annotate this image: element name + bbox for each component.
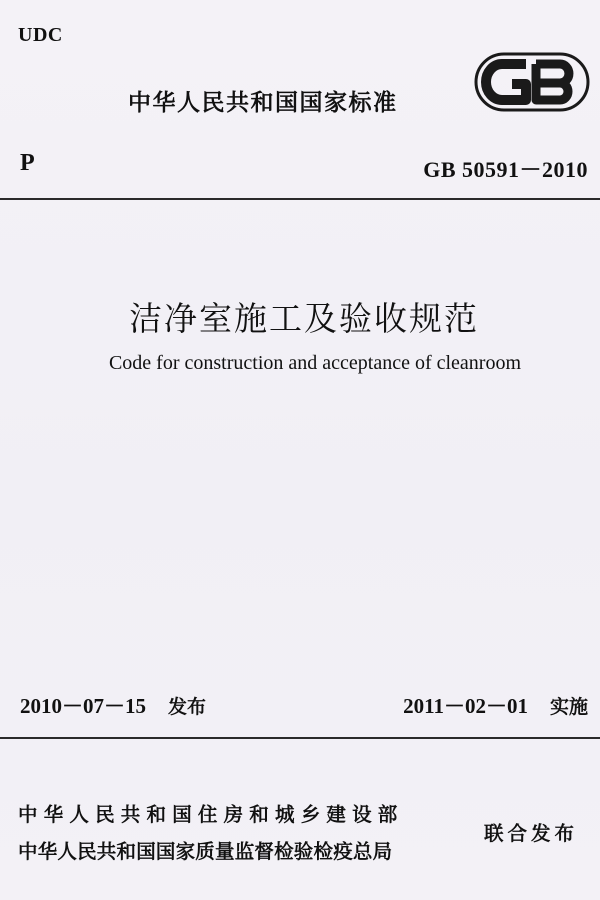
- standard-number: GB 50591－2010: [423, 157, 588, 182]
- top-divider: [0, 198, 600, 200]
- issue-date: 2010－07－15: [20, 694, 146, 718]
- classification-code: P: [20, 150, 35, 176]
- implementation-date: 2011－02－01: [403, 694, 528, 718]
- gb-logo-icon: [474, 50, 590, 114]
- issue-label: 发布: [168, 696, 207, 718]
- implementation-label: 实施: [549, 696, 588, 718]
- title-english: Code for construction and acceptance of cleanroom: [108, 352, 522, 374]
- implementation-date-line: [403, 690, 588, 720]
- title-chinese: 洁净室施工及验收规范: [129, 299, 479, 338]
- issuing-ministry-2: 中华人民共和国国家质量监督检验检疫总局: [18, 840, 393, 863]
- issuing-ministry-1: 中华人民共和国住房和城乡建设部: [18, 803, 404, 826]
- bottom-divider: [0, 737, 600, 739]
- issue-date-line: [20, 690, 206, 720]
- udc-label: UDC: [18, 24, 63, 46]
- joint-issue-label: 联合发布: [484, 822, 579, 845]
- national-standard-header: 中华人民共和国国家标准: [128, 90, 398, 116]
